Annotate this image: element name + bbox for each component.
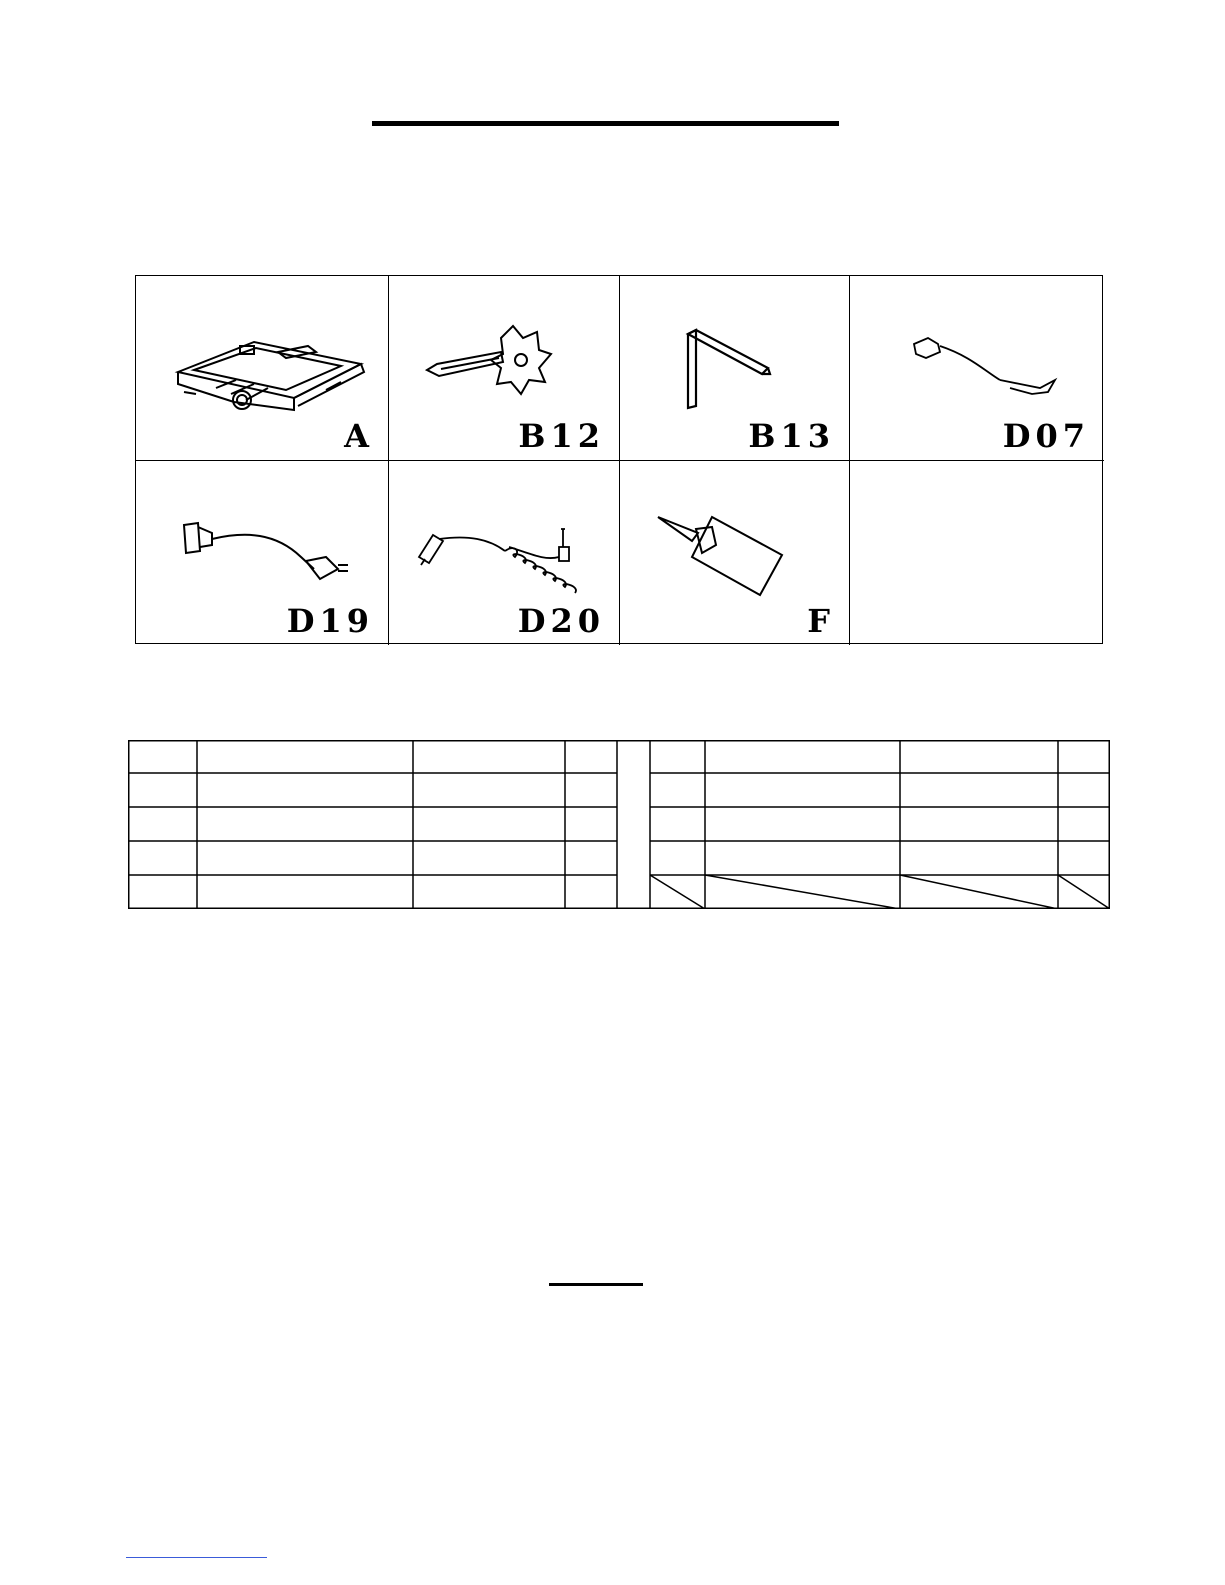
part-label: D20	[517, 602, 605, 640]
part-label: B12	[518, 417, 605, 455]
parts-quantity-table	[128, 740, 1110, 909]
part-label: A	[344, 417, 374, 455]
part-cell-d07	[850, 276, 1104, 461]
part-label: F	[807, 602, 835, 640]
part-cell-a	[136, 276, 389, 461]
page-number-underline	[549, 1283, 643, 1286]
parts-grid	[135, 275, 1103, 644]
part-label: D07	[1002, 417, 1090, 455]
part-cell-empty	[850, 461, 1104, 645]
part-label: D19	[286, 602, 374, 640]
part-cell-b13	[620, 276, 850, 461]
part-cell-d20	[389, 461, 620, 645]
title-underline	[372, 121, 839, 126]
table-grid	[128, 740, 1110, 909]
part-cell-d19	[136, 461, 389, 645]
part-cell-f	[620, 461, 850, 645]
part-label: B13	[748, 417, 835, 455]
part-cell-b12	[389, 276, 620, 461]
footer-link-underline[interactable]	[126, 1557, 267, 1558]
